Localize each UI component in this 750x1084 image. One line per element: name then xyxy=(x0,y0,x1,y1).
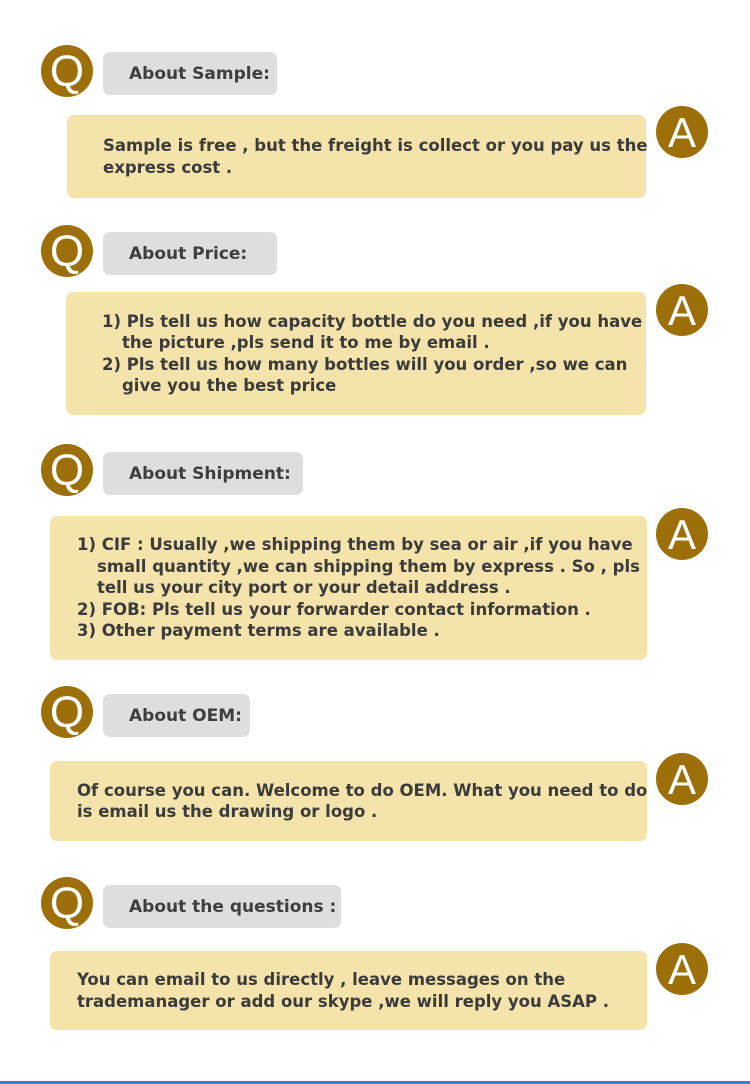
answer-list-item xyxy=(102,311,646,354)
question-shipment: About Shipment: xyxy=(103,452,303,495)
list-item-continuation: tell us your city port or your detail address . xyxy=(97,578,511,598)
list-item-text: 1) Pls tell us how capacity bottle do you need ,if you have xyxy=(102,311,643,331)
question-badge: Q xyxy=(41,877,93,929)
answer-line: is email us the drawing or logo . xyxy=(77,802,378,821)
answer-badge: A xyxy=(656,508,708,560)
question-price: About Price: xyxy=(103,232,277,275)
question-badge: Q xyxy=(41,686,93,738)
question-contact: About the questions : xyxy=(103,885,341,928)
answer-shipment xyxy=(50,516,647,660)
answer-badge: A xyxy=(656,106,708,158)
answer-line: Sample is free , but the freight is collect or you pay us the xyxy=(103,136,648,155)
list-item-continuation: give you the best price xyxy=(122,376,337,395)
list-item-text: 2) Pls tell us how many bottles will you order ,so we can xyxy=(102,354,628,374)
answer-line: express cost . xyxy=(103,157,233,177)
question-badge: Q xyxy=(41,45,93,97)
answer-list-item xyxy=(77,534,647,599)
answer-line: You can email to us directly , leave messages on the xyxy=(77,970,566,989)
answer-line: Of course you can. Welcome to do OEM. What you need to do xyxy=(77,780,648,800)
answer-badge: A xyxy=(656,753,708,805)
answer-list-item xyxy=(102,354,646,397)
question-oem: About OEM: xyxy=(103,694,250,737)
list-item-text: 1) CIF : Usually ,we shipping them by sea or air ,if you have xyxy=(77,535,633,555)
answer-contact xyxy=(50,951,647,1030)
question-badge: Q xyxy=(41,444,93,496)
answer-list-item xyxy=(77,620,647,642)
list-item-text: 3) Other payment terms are available . xyxy=(77,621,440,641)
answer-sample xyxy=(67,115,646,198)
answer-list-item xyxy=(77,599,647,621)
list-item-continuation: the picture ,pls send it to me by email . xyxy=(122,333,490,352)
answer-price xyxy=(66,292,646,415)
list-item-continuation: small quantity ,we can shipping them by express . So , pls xyxy=(97,556,640,576)
answer-badge: A xyxy=(656,943,708,995)
question-sample: About Sample: xyxy=(103,52,277,95)
answer-oem xyxy=(50,761,647,841)
answer-line: trademanager or add our skype ,we will reply you ASAP . xyxy=(77,991,610,1011)
list-item-text: 2) FOB: Pls tell us your forwarder contact information . xyxy=(77,599,591,619)
answer-badge: A xyxy=(656,284,708,336)
question-badge: Q xyxy=(41,225,93,277)
